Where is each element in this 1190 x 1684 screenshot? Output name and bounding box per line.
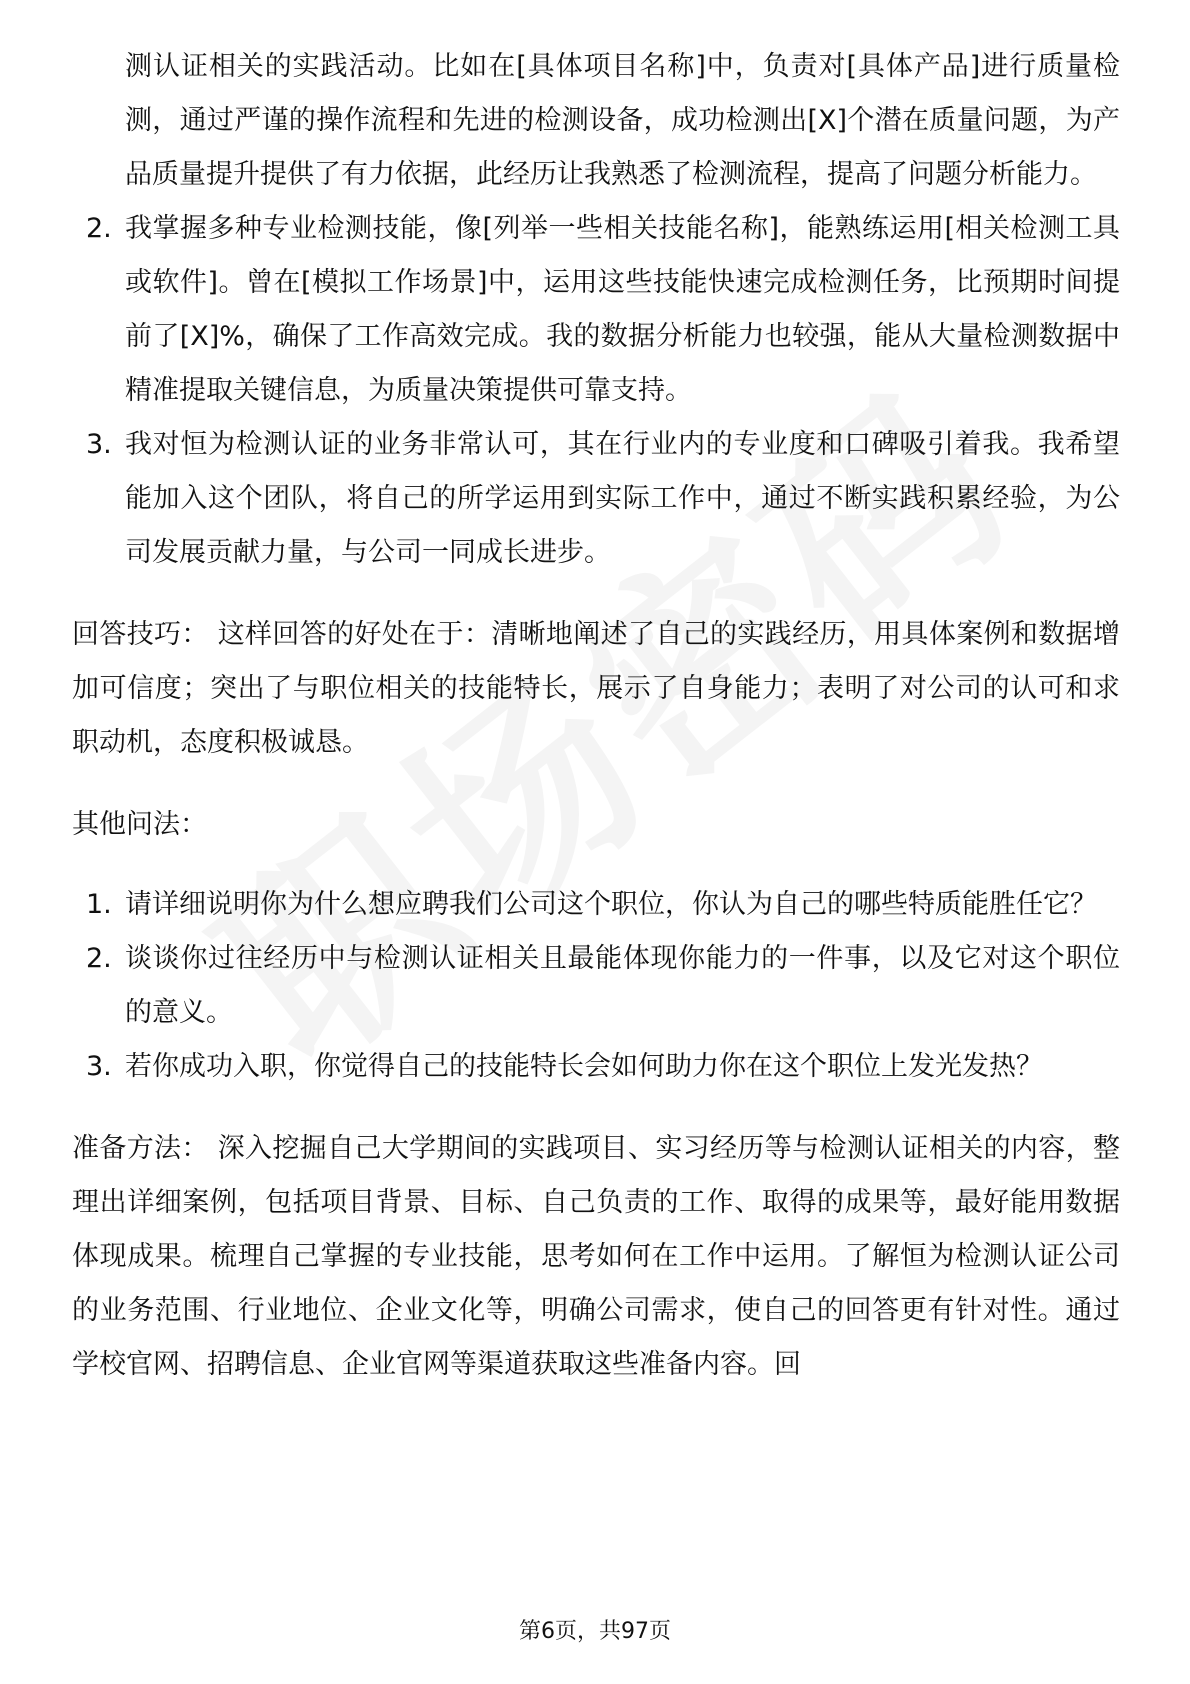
- list-item-text: 我对恒为检测认证的业务非常认可，其在行业内的专业度和口碑吸引着我。我希望能加入这个团队，将自己的所学运用到实际工作中，通过不断实践积累经验，为公司发展贡献力量，与公司一同成长进步。: [125, 429, 1120, 568]
- list-item-text: 请详细说明你为什么想应聘我们公司这个职位，你认为自己的哪些特质能胜任它？: [125, 889, 1097, 920]
- list-number: 3.: [86, 429, 112, 460]
- list-item: [72, 932, 1120, 1040]
- answer-tips-text: 这样回答的好处在于：清晰地阐述了自己的实践经历，用具体案例和数据增加可信度；突出了与职位相关的技能特长，展示了自身能力；表明了对公司的认可和求职动机，态度积极诚恳。: [72, 619, 1120, 758]
- list-item: [72, 418, 1120, 580]
- list-number: 2.: [86, 213, 112, 244]
- other-questions-list: [72, 878, 1120, 1094]
- list-number: 2.: [86, 943, 112, 974]
- answer-tips-label: 回答技巧：: [72, 619, 209, 650]
- preparation-paragraph: [72, 1122, 1120, 1392]
- list-item: [72, 1040, 1120, 1094]
- list-item-text: 若你成功入职，你觉得自己的技能特长会如何助力你在这个职位上发光发热？: [125, 1051, 1043, 1082]
- list-item-text: 谈谈你过往经历中与检测认证相关且最能体现你能力的一件事，以及它对这个职位的意义。: [125, 943, 1120, 1028]
- page-content: [72, 40, 1120, 1392]
- list-item: [72, 878, 1120, 932]
- preparation-text: 深入挖掘自己大学期间的实践项目、实习经历等与检测认证相关的内容，整理出详细案例，包括项目背景、目标、自己负责的工作、取得的成果等，最好能用数据体现成果。梳理自己掌握的专业技能，思考如何在工作中运用。了解恒为检测认证公司的业务范围、行业地位、企业文化等，明确公司需求，使自己的回答更有针对性。通过学校官网、招聘信息、企业官网等渠道获取这些准备内容。回: [72, 1133, 1120, 1380]
- list-number: 3.: [86, 1051, 112, 1082]
- other-questions-heading: 其他问法：: [72, 809, 207, 840]
- preparation-label: 准备方法：: [72, 1133, 209, 1164]
- list-item-text: 我掌握多种专业检测技能，像[列举一些相关技能名称]，能熟练运用[相关检测工具或软件]。曾在[模拟工作场景]中，运用这些技能快速完成检测任务，比预期时间提前了[X]%，确保了工作高效完成。我的数据分析能力也较强，能从大量检测数据中精准提取关键信息，为质量决策提供可靠支持。: [125, 213, 1120, 406]
- list-number: 1.: [86, 889, 112, 920]
- answer-item-1-continuation: 测认证相关的实践活动。比如在[具体项目名称]中，负责对[具体产品]进行质量检测，通过严谨的操作流程和先进的检测设备，成功检测出[X]个潜在质量问题，为产品质量提升提供了有力依据，此经历让我熟悉了检测流程，提高了问题分析能力。: [125, 51, 1120, 190]
- answer-tips-paragraph: [72, 608, 1120, 770]
- page-number: 第6页，共97页: [519, 1619, 671, 1644]
- list-item: [72, 202, 1120, 418]
- answer-list: [72, 202, 1120, 580]
